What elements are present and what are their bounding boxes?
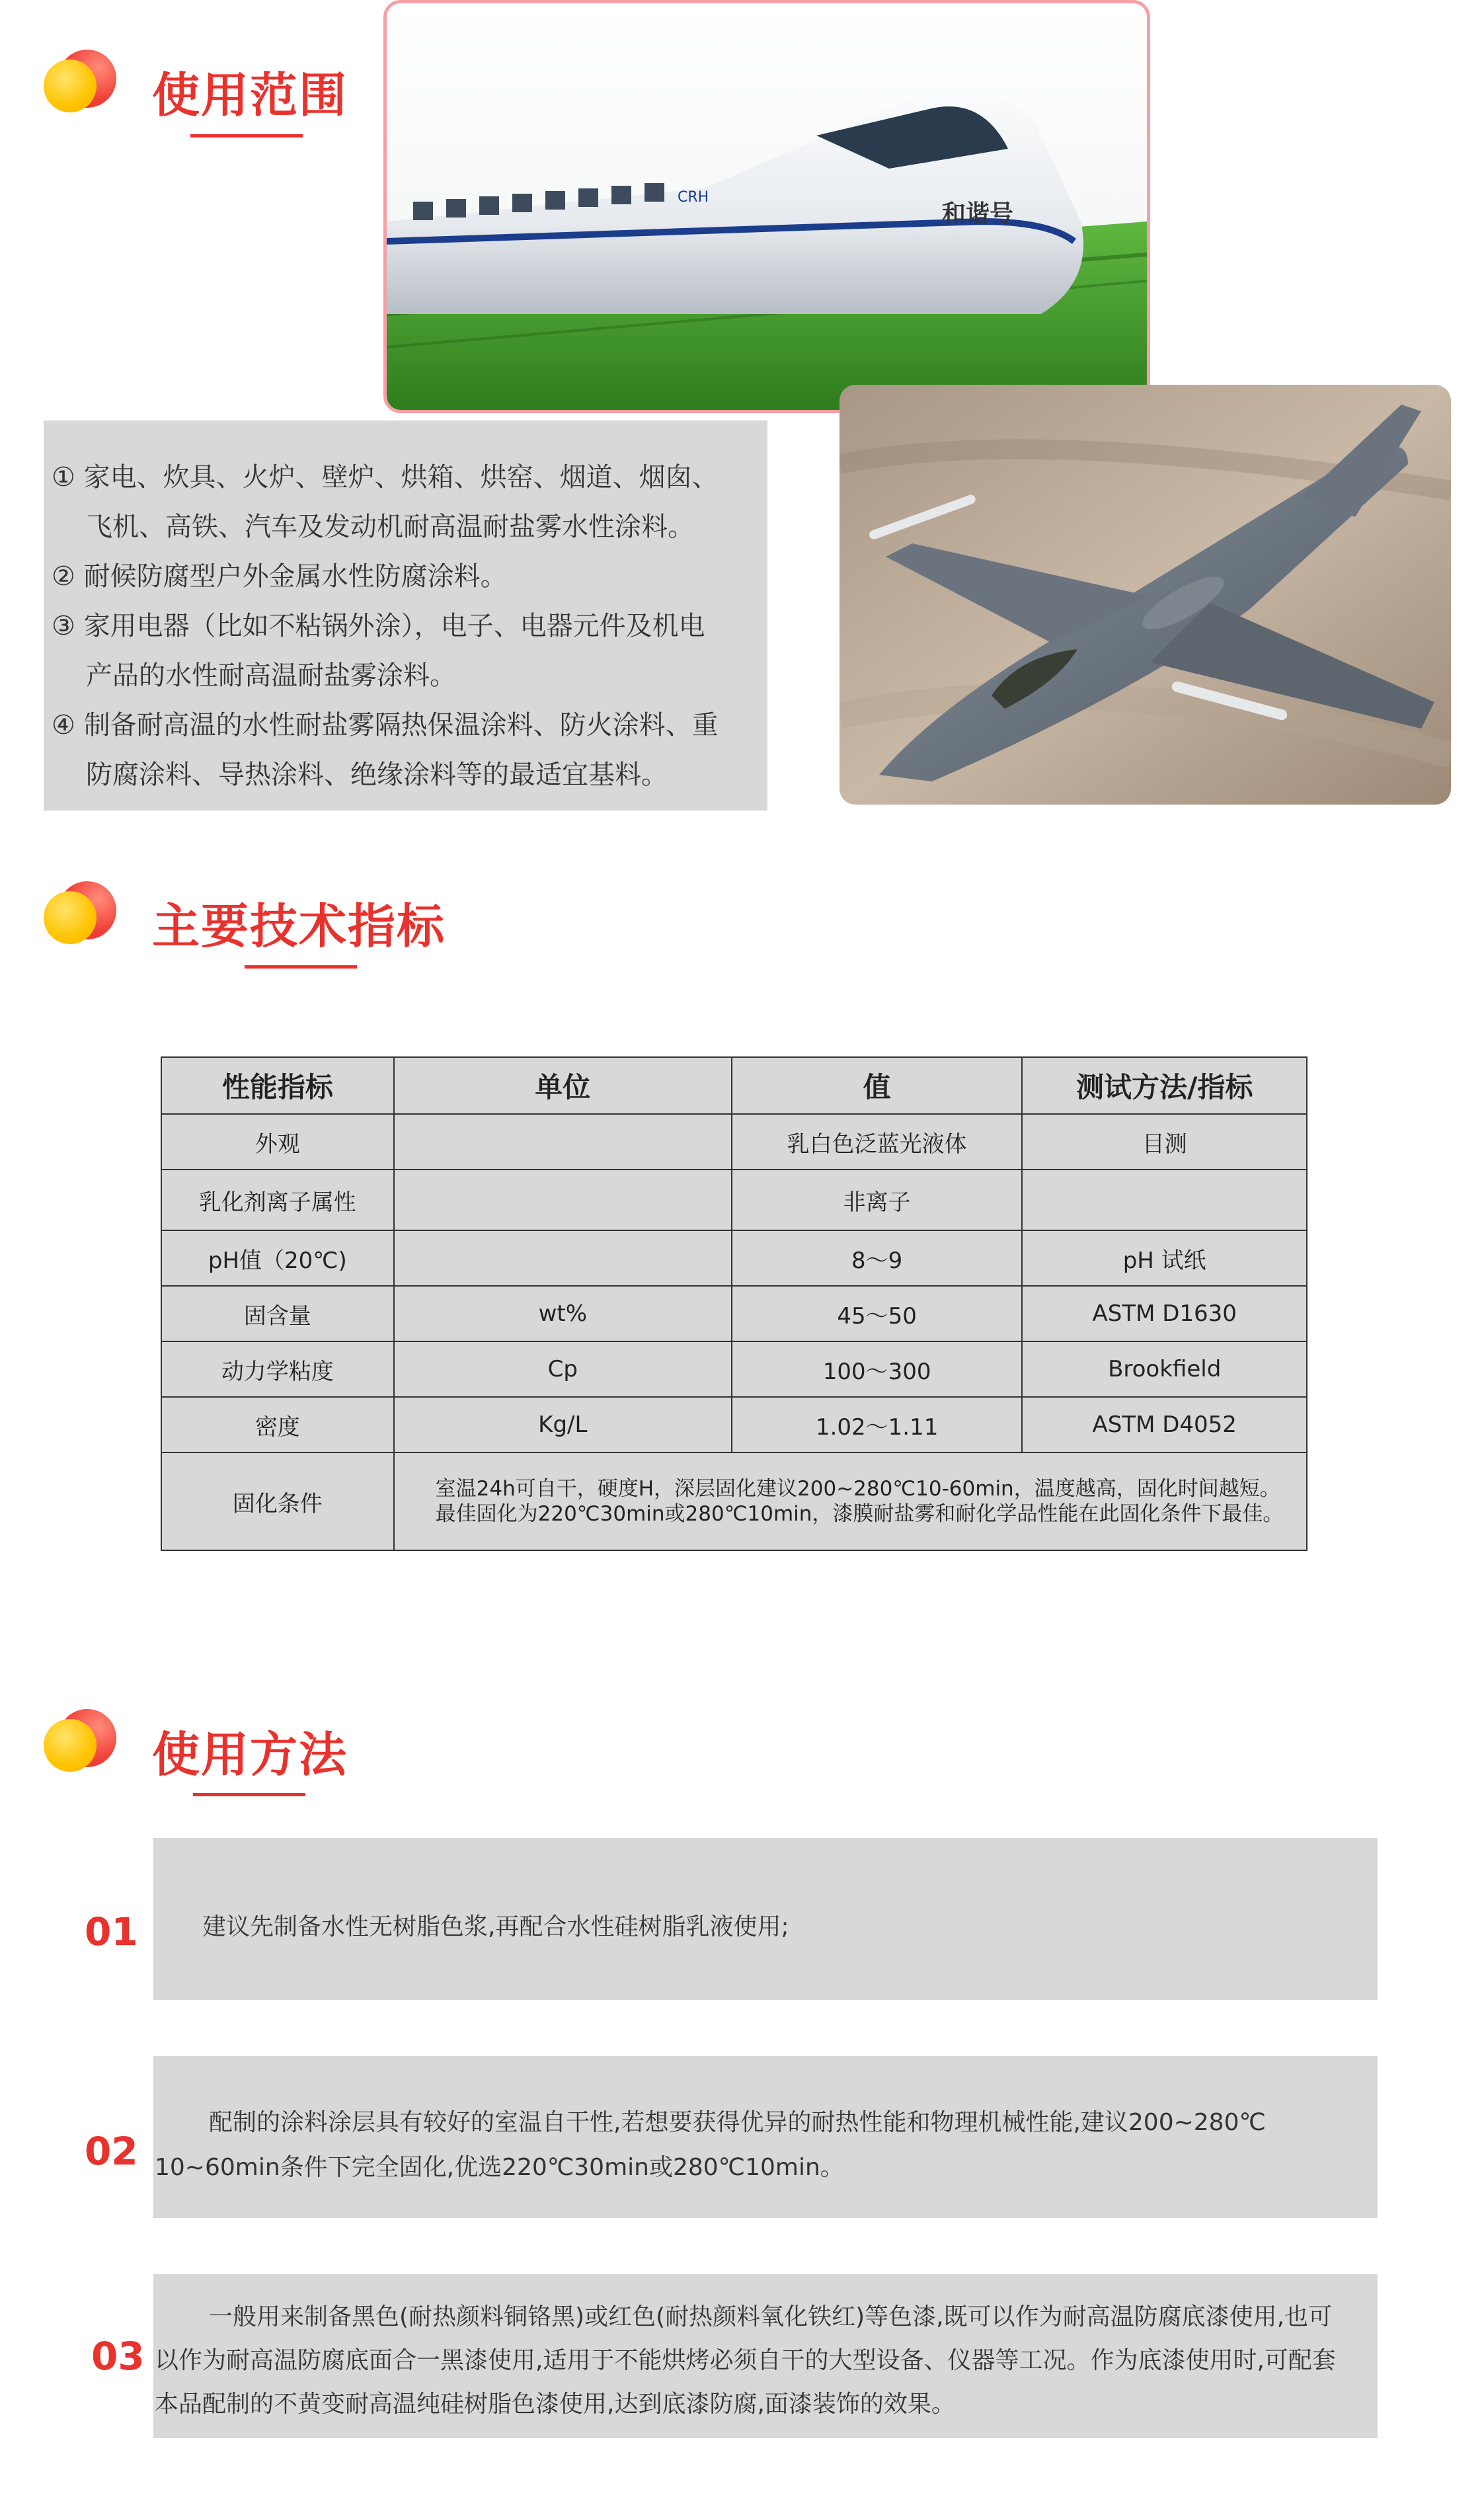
method-text: 建议先制备水性无树脂色浆,再配合水性硅树脂乳液使用; bbox=[202, 1913, 789, 1940]
section-underline bbox=[190, 134, 303, 138]
table-cell: 8～9 bbox=[732, 1230, 1022, 1286]
table-cell: Kg/L bbox=[394, 1397, 732, 1452]
table-cell: 乳白色泛蓝光液体 bbox=[732, 1114, 1022, 1170]
method-text: 配制的涂料涂层具有较好的室温自干性,若想要获得优异的耐热性能和物理机械性能,建议200~280℃ bbox=[209, 2109, 1266, 2136]
table-row bbox=[161, 1170, 1307, 1230]
section-title-usage: 使用范围 bbox=[152, 67, 348, 123]
table-cell bbox=[1022, 1170, 1307, 1230]
table-cell bbox=[394, 1230, 732, 1286]
section-title-spec: 主要技术指标 bbox=[152, 898, 446, 954]
table-cell: 动力学粘度 bbox=[161, 1341, 394, 1397]
table-cell: 目测 bbox=[1022, 1114, 1307, 1170]
usage-line: ④ 制备耐高温的水性耐盐雾隔热保温涂料、防火涂料、重 bbox=[52, 710, 719, 740]
table-cell: wt% bbox=[394, 1286, 732, 1341]
table-row bbox=[161, 1286, 1307, 1341]
table-cell-cure-note bbox=[394, 1452, 1307, 1550]
usage-line: 防腐涂料、导热涂料、绝缘涂料等的最适宜基料。 bbox=[86, 760, 668, 790]
table-cell: 固含量 bbox=[161, 1286, 394, 1341]
section-title-method: 使用方法 bbox=[152, 1727, 348, 1782]
table-header: 性能指标 bbox=[161, 1057, 394, 1114]
method-number: 03 bbox=[91, 2334, 145, 2379]
table-cell: 45～50 bbox=[732, 1286, 1022, 1341]
table-header: 单位 bbox=[394, 1057, 732, 1114]
method-text: 本品配制的不黄变耐高温纯硅树脂色漆使用,达到底漆防腐,面漆装饰的效果。 bbox=[155, 2391, 955, 2418]
section-bullet-icon bbox=[44, 878, 116, 951]
table-cell: pH 试纸 bbox=[1022, 1230, 1307, 1286]
spec-table bbox=[161, 1056, 1308, 1551]
section-bullet-icon bbox=[44, 1706, 116, 1778]
section-underline bbox=[245, 965, 357, 969]
table-header: 测试方法/指标 bbox=[1022, 1057, 1307, 1114]
table-row-cure bbox=[161, 1452, 1307, 1550]
table-cell: ASTM D1630 bbox=[1022, 1286, 1307, 1341]
table-cell: 100～300 bbox=[732, 1341, 1022, 1397]
method-number: 02 bbox=[85, 2129, 138, 2174]
method-number: 01 bbox=[85, 1909, 138, 1954]
usage-line: 产品的水性耐高温耐盐雾涂料。 bbox=[86, 660, 456, 691]
table-cell-cure-label: 固化条件 bbox=[161, 1452, 394, 1550]
table-cell: Brookfield bbox=[1022, 1341, 1307, 1397]
method-text: 一般用来制备黑色(耐热颜料铜铬黑)或红色(耐热颜料氧化铁红)等色漆,既可以作为耐高温防腐底漆使用,也可 bbox=[209, 2303, 1333, 2330]
section-bullet-icon bbox=[44, 46, 116, 119]
train-badge: CRH bbox=[678, 189, 709, 206]
table-cell: 1.02～1.11 bbox=[732, 1397, 1022, 1452]
cure-note-line: 最佳固化为220℃30min或280℃10min，漆膜耐盐雾和耐化学品性能在此固化条件下最佳。 bbox=[435, 1502, 1284, 1526]
usage-line: ① 家电、炊具、火炉、壁炉、烘箱、烘窑、烟道、烟囱、 bbox=[52, 462, 719, 493]
train-name: 和谐号 bbox=[942, 200, 1014, 227]
table-cell bbox=[394, 1114, 732, 1170]
table-cell: 乳化剂离子属性 bbox=[161, 1170, 394, 1230]
usage-line: ② 耐候防腐型户外金属水性防腐涂料。 bbox=[52, 561, 507, 592]
table-row bbox=[161, 1341, 1307, 1397]
usage-line: 飞机、高铁、汽车及发动机耐高温耐盐雾水性涂料。 bbox=[86, 512, 694, 542]
train-image bbox=[383, 0, 1150, 413]
table-row bbox=[161, 1230, 1307, 1286]
table-cell: 非离子 bbox=[732, 1170, 1022, 1230]
table-row bbox=[161, 1397, 1307, 1452]
table-cell bbox=[394, 1170, 732, 1230]
fighter-jet-image bbox=[840, 385, 1451, 805]
method-text: 以作为耐高温防腐底面合一黑漆使用,适用于不能烘烤必须自干的大型设备、仪器等工况。作为底漆使用时,可配套 bbox=[155, 2347, 1336, 2374]
table-cell: Cp bbox=[394, 1341, 732, 1397]
cure-note-line: 室温24h可自干，硬度H，深层固化建议200~280℃10-60min，温度越高，固化时间越短。 bbox=[435, 1477, 1280, 1501]
table-cell: 外观 bbox=[161, 1114, 394, 1170]
method-text: 10~60min条件下完全固化,优选220℃30min或280℃10min。 bbox=[155, 2154, 844, 2181]
table-cell: 密度 bbox=[161, 1397, 394, 1452]
usage-line: ③ 家用电器（比如不粘锅外涂），电子、电器元件及机电 bbox=[52, 611, 705, 641]
table-cell: pH值（20℃) bbox=[161, 1230, 394, 1286]
table-header: 值 bbox=[732, 1057, 1022, 1114]
section-underline bbox=[193, 1793, 305, 1796]
table-cell: ASTM D4052 bbox=[1022, 1397, 1307, 1452]
table-row bbox=[161, 1114, 1307, 1170]
